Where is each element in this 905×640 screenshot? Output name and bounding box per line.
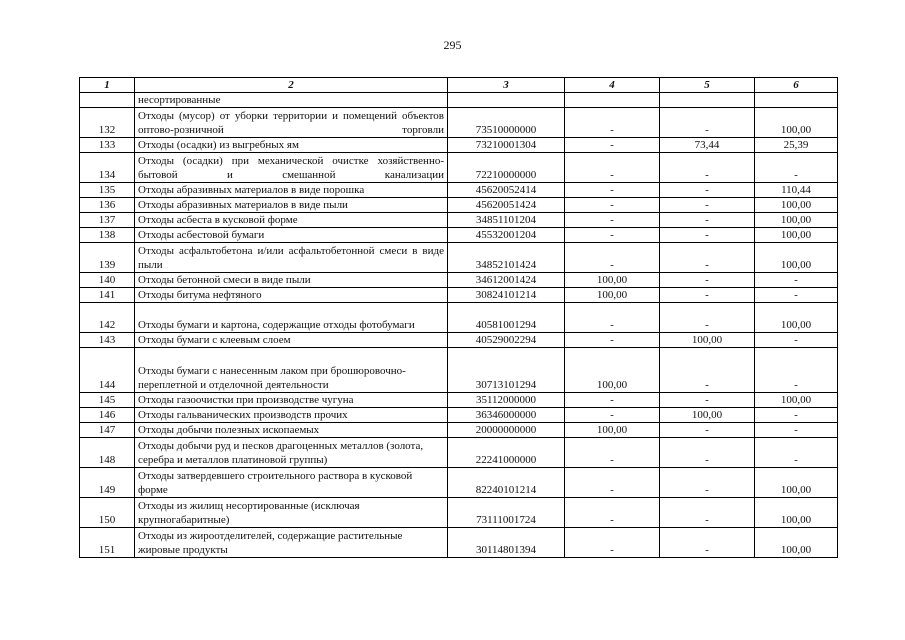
row-code: 73510000000 xyxy=(448,108,565,138)
row-code: 30114801394 xyxy=(448,528,565,558)
row-col-6: 110,44 xyxy=(755,183,838,198)
row-col-4: 100,00 xyxy=(565,288,660,303)
table-row xyxy=(80,528,838,558)
row-name: Отходы из жилищ несортированные (исключая крупногабаритные) xyxy=(135,498,448,528)
row-code: 45620052414 xyxy=(448,183,565,198)
table-row xyxy=(80,393,838,408)
table-row xyxy=(80,273,838,288)
row-number: 146 xyxy=(80,408,135,423)
row-col-5: - xyxy=(660,288,755,303)
row-col-4: - xyxy=(565,408,660,423)
row-code: 45532001204 xyxy=(448,228,565,243)
table-row xyxy=(80,468,838,498)
row-code: 30713101294 xyxy=(448,348,565,393)
row-number: 142 xyxy=(80,303,135,333)
row-col-6: 100,00 xyxy=(755,213,838,228)
row-col-6: - xyxy=(755,288,838,303)
row-col-4: - xyxy=(565,138,660,153)
continuation-row xyxy=(80,93,838,108)
table-row xyxy=(80,138,838,153)
continuation-text: несортированные xyxy=(135,93,448,108)
waste-table xyxy=(79,77,838,558)
row-col-5: - xyxy=(660,528,755,558)
row-number: 144 xyxy=(80,348,135,393)
row-number: 147 xyxy=(80,423,135,438)
table-row xyxy=(80,108,838,138)
header-col-1: 1 xyxy=(80,78,135,93)
header-col-5: 5 xyxy=(660,78,755,93)
row-name: Отходы асбестовой бумаги xyxy=(135,228,448,243)
header-row xyxy=(80,78,838,93)
row-number: 134 xyxy=(80,153,135,183)
row-number: 143 xyxy=(80,333,135,348)
row-number: 132 xyxy=(80,108,135,138)
row-code: 82240101214 xyxy=(448,468,565,498)
row-col-4: - xyxy=(565,228,660,243)
row-col-5: - xyxy=(660,228,755,243)
continuation-code xyxy=(448,93,565,108)
row-number: 145 xyxy=(80,393,135,408)
row-col-5: - xyxy=(660,213,755,228)
row-col-4: - xyxy=(565,498,660,528)
row-number: 139 xyxy=(80,243,135,273)
row-number: 133 xyxy=(80,138,135,153)
row-name: Отходы гальванических производств прочих xyxy=(135,408,448,423)
row-code: 22241000000 xyxy=(448,438,565,468)
row-col-4: - xyxy=(565,108,660,138)
row-name: Отходы добычи полезных ископаемых xyxy=(135,423,448,438)
row-code: 34851101204 xyxy=(448,213,565,228)
continuation-num xyxy=(80,93,135,108)
row-code: 35112000000 xyxy=(448,393,565,408)
row-col-6: - xyxy=(755,438,838,468)
row-code: 45620051424 xyxy=(448,198,565,213)
row-name: Отходы добычи руд и песков драгоценных металлов (золота, серебра и металлов платиновой группы) xyxy=(135,438,448,468)
row-col-6: - xyxy=(755,408,838,423)
row-name: Отходы бумаги с нанесенным лаком при брошюровочно-переплетной и отделочной деятельности xyxy=(135,348,448,393)
table-row xyxy=(80,243,838,273)
row-col-5: - xyxy=(660,498,755,528)
row-name: Отходы абразивных материалов в виде пыли xyxy=(135,198,448,213)
row-number: 148 xyxy=(80,438,135,468)
table-row xyxy=(80,183,838,198)
row-col-5: - xyxy=(660,153,755,183)
table-row xyxy=(80,213,838,228)
row-col-4: - xyxy=(565,333,660,348)
row-col-5: - xyxy=(660,243,755,273)
row-number: 137 xyxy=(80,213,135,228)
row-number: 138 xyxy=(80,228,135,243)
table-row xyxy=(80,228,838,243)
row-col-6: 100,00 xyxy=(755,243,838,273)
row-number: 136 xyxy=(80,198,135,213)
row-name: Отходы затвердевшего строительного раствора в кусковой форме xyxy=(135,468,448,498)
row-name: Отходы (осадки) при механической очистке хозяйственно-бытовой и смешанной канализации xyxy=(135,153,448,183)
row-code: 34852101424 xyxy=(448,243,565,273)
row-col-4: - xyxy=(565,303,660,333)
row-col-5: - xyxy=(660,393,755,408)
row-col-5: - xyxy=(660,303,755,333)
header-col-6: 6 xyxy=(755,78,838,93)
row-col-5: - xyxy=(660,468,755,498)
row-col-6: - xyxy=(755,153,838,183)
row-code: 36346000000 xyxy=(448,408,565,423)
continuation-c5 xyxy=(660,93,755,108)
row-col-6: - xyxy=(755,348,838,393)
row-code: 73111001724 xyxy=(448,498,565,528)
table-body xyxy=(80,93,838,558)
row-code: 40581001294 xyxy=(448,303,565,333)
row-col-6: 100,00 xyxy=(755,528,838,558)
continuation-c6 xyxy=(755,93,838,108)
table-row xyxy=(80,408,838,423)
row-code: 73210001304 xyxy=(448,138,565,153)
table-row xyxy=(80,498,838,528)
row-col-4: - xyxy=(565,438,660,468)
row-number: 151 xyxy=(80,528,135,558)
row-col-5: - xyxy=(660,198,755,213)
row-name: Отходы битума нефтяного xyxy=(135,288,448,303)
header-col-4: 4 xyxy=(565,78,660,93)
row-col-4: - xyxy=(565,153,660,183)
row-col-4: - xyxy=(565,393,660,408)
row-col-5: - xyxy=(660,348,755,393)
table-row xyxy=(80,303,838,333)
row-number: 150 xyxy=(80,498,135,528)
row-col-4: 100,00 xyxy=(565,348,660,393)
row-col-4: - xyxy=(565,243,660,273)
page-number: 295 xyxy=(443,38,462,52)
row-number: 141 xyxy=(80,288,135,303)
row-col-5: 100,00 xyxy=(660,408,755,423)
table-row xyxy=(80,348,838,393)
header-col-2: 2 xyxy=(135,78,448,93)
row-number: 149 xyxy=(80,468,135,498)
row-col-6: 25,39 xyxy=(755,138,838,153)
row-name: Отходы (мусор) от уборки территории и помещений объектов оптово-розничной торговли xyxy=(135,108,448,138)
table-row xyxy=(80,423,838,438)
row-name: Отходы бетонной смеси в виде пыли xyxy=(135,273,448,288)
row-col-4: 100,00 xyxy=(565,273,660,288)
row-name: Отходы из жироотделителей, содержащие растительные жировые продукты xyxy=(135,528,448,558)
row-col-4: 100,00 xyxy=(565,423,660,438)
row-col-6: 100,00 xyxy=(755,228,838,243)
row-name: Отходы газоочистки при производстве чугуна xyxy=(135,393,448,408)
row-code: 30824101214 xyxy=(448,288,565,303)
row-col-5: - xyxy=(660,108,755,138)
row-col-6: - xyxy=(755,273,838,288)
row-col-6: 100,00 xyxy=(755,303,838,333)
row-col-5: - xyxy=(660,273,755,288)
row-code: 40529002294 xyxy=(448,333,565,348)
row-name: Отходы бумаги и картона, содержащие отходы фотобумаги xyxy=(135,303,448,333)
header-col-3: 3 xyxy=(448,78,565,93)
row-number: 140 xyxy=(80,273,135,288)
row-col-4: - xyxy=(565,183,660,198)
row-code: 20000000000 xyxy=(448,423,565,438)
row-col-6: 100,00 xyxy=(755,108,838,138)
row-code: 34612001424 xyxy=(448,273,565,288)
table-row xyxy=(80,333,838,348)
row-col-4: - xyxy=(565,468,660,498)
row-col-5: - xyxy=(660,438,755,468)
row-col-6: 100,00 xyxy=(755,393,838,408)
table-row xyxy=(80,288,838,303)
row-col-6: - xyxy=(755,423,838,438)
row-col-4: - xyxy=(565,528,660,558)
table-row xyxy=(80,438,838,468)
row-code: 72210000000 xyxy=(448,153,565,183)
row-col-6: 100,00 xyxy=(755,498,838,528)
continuation-c4 xyxy=(565,93,660,108)
row-name: Отходы бумаги с клеевым слоем xyxy=(135,333,448,348)
row-col-5: 100,00 xyxy=(660,333,755,348)
row-col-5: 73,44 xyxy=(660,138,755,153)
row-name: Отходы абразивных материалов в виде порошка xyxy=(135,183,448,198)
row-name: Отходы асфальтобетона и/или асфальтобетонной смеси в виде пыли xyxy=(135,243,448,273)
row-col-4: - xyxy=(565,213,660,228)
row-col-4: - xyxy=(565,198,660,213)
row-col-6: - xyxy=(755,333,838,348)
table-row xyxy=(80,198,838,213)
table-row xyxy=(80,153,838,183)
row-col-5: - xyxy=(660,423,755,438)
row-name: Отходы асбеста в кусковой форме xyxy=(135,213,448,228)
row-name: Отходы (осадки) из выгребных ям xyxy=(135,138,448,153)
row-col-6: 100,00 xyxy=(755,468,838,498)
row-col-5: - xyxy=(660,183,755,198)
row-col-6: 100,00 xyxy=(755,198,838,213)
row-number: 135 xyxy=(80,183,135,198)
